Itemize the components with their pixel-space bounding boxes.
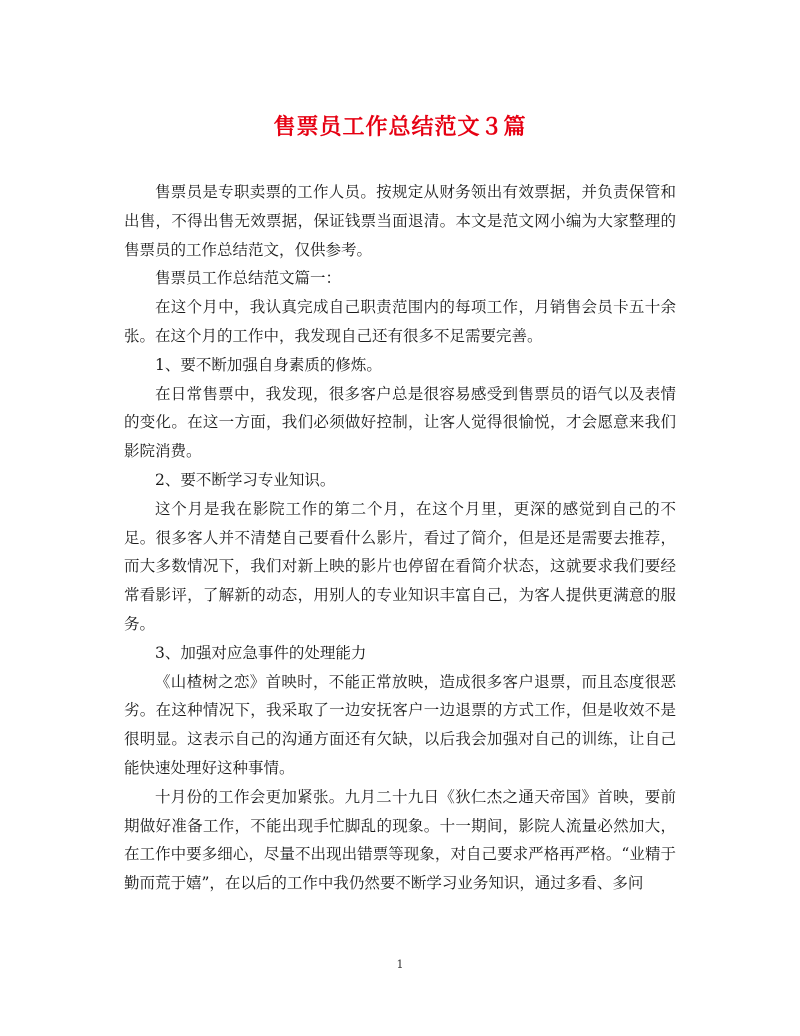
paragraph-month-summary: 在这个月中，我认真完成自己职责范围内的每项工作，月销售会员卡五十余张。在这个月的工作中，我发现自己还有很多不足需要完善。 [124, 298, 676, 345]
paragraph-point-2: 这个月是我在影院工作的第二个月，在这个月里，更深的感觉到自己的不足。很多客人并不清楚自己要看什么影片，看过了简介，但是还是需要去推荐，而大多数情况下，我们对新上映的影片也停留在看简介状态，这就要求我们要经常看影评，了解新的动态，用别人的专业知识丰富自己，为客人提供更满意的服务。 [124, 499, 676, 633]
paragraph-intro: 售票员是专职卖票的工作人员。按规定从财务领出有效票据，并负责保管和出售，不得出售无效票据，保证钱票当面退清。本文是范文网小编为大家整理的售票员的工作总结范文，仅供参考。 [124, 183, 676, 259]
point-heading-2: 2、要不断学习专业知识。 [155, 470, 336, 489]
page-number: 1 [396, 958, 404, 971]
document-body [124, 178, 676, 898]
document-title: 售票员工作总结范文３篇 [273, 114, 527, 140]
paragraph-point-1: 在日常售票中，我发现，很多客户总是很容易感受到售票员的语气以及表情的变化。在这一方面，我们必须做好控制，让客人觉得很愉悦，才会愿意来我们影院消费。 [124, 384, 676, 461]
point-heading-3: 3、加强对应急事件的处理能力 [155, 643, 367, 662]
section-heading-part-one: 售票员工作总结范文篇一： [155, 269, 342, 288]
paragraph-october-plan: 十月份的工作会更加紧张。九月二十九日《狄仁杰之通天帝国》首映，要前期做好准备工作，不能出现手忙脚乱的现象。十一期间，影院人流量必然加大，在工作中要多细心，尽量不出现出错票等现象，对自己要求严格再严格。“业精于勤而荒于嬉”，在以后的工作中我仍然要不断学习业务知识，通过多看、多问 [124, 787, 676, 893]
point-heading-1: 1、要不断加强自身素质的修炼。 [155, 355, 382, 374]
paragraph-point-3: 《山楂树之恋》首映时，不能正常放映，造成很多客户退票，而且态度很恶劣。在这种情况下，我采取了一边安抚客户一边退票的方式工作，但是收效不是很明显。这表示自己的沟通方面还有欠缺，以后我会加强对自己的训练，让自己能快速处理好这种事情。 [124, 672, 676, 777]
